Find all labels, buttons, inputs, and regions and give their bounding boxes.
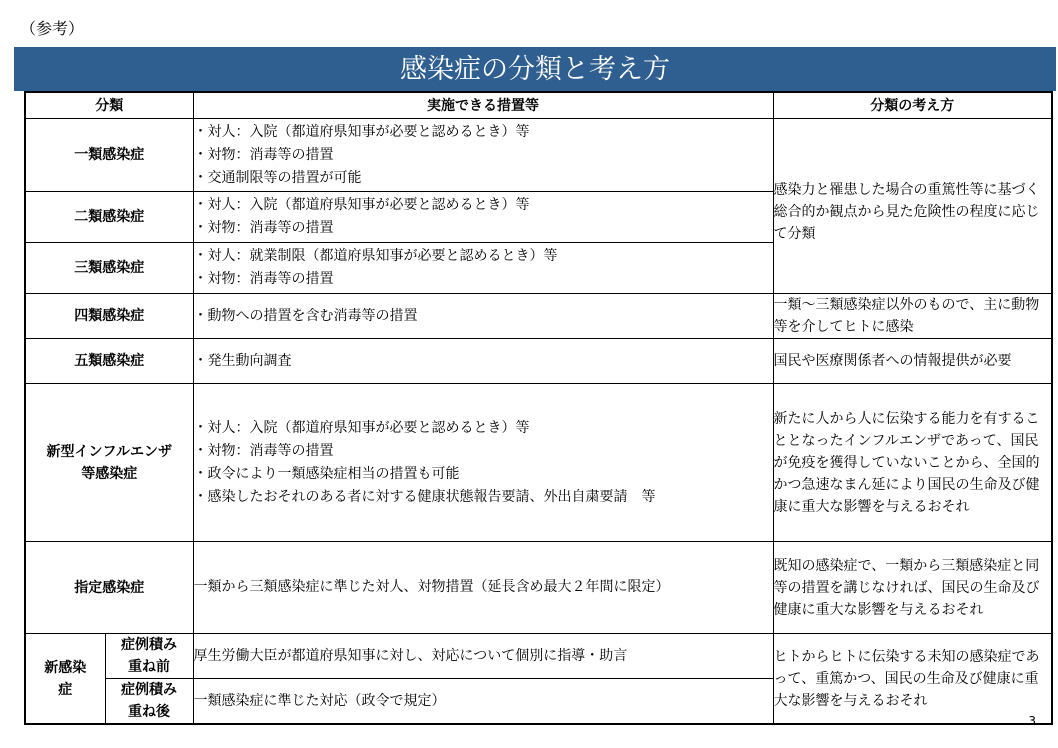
measure-line: ・対人：就業制限（都道府県知事が必要と認めるとき）等 (193, 248, 558, 264)
table-row (25, 119, 1052, 192)
category-class5: 五類感染症 (25, 339, 193, 384)
measure-line: ・対物：消毒等の措置 (193, 271, 334, 287)
measures-class1 (193, 119, 773, 192)
page-title: 感染症の分類と考え方 (14, 47, 1056, 91)
category-class3: 三類感染症 (25, 243, 193, 294)
measures-class3 (193, 243, 773, 294)
measure-line: ・対物：消毒等の措置 (193, 442, 334, 459)
table-row (25, 294, 1052, 339)
table-header-row (25, 92, 1052, 119)
subcategory-label-line: 重ね前 (128, 659, 170, 675)
subcategory-label-line: 症例積み (121, 682, 177, 698)
measure-line: ・交通制限等の措置が可能 (193, 169, 362, 186)
category-name-line: 新型インフルエンザ (46, 443, 172, 460)
category-name-line: 等感染症 (81, 465, 138, 482)
view-designated: 既知の感染症で、一類から三類感染症と同等の措置を講じなければ、国民の生命及び健康に重大な影響を与えるおそれ (773, 542, 1052, 634)
category-influenza (25, 384, 193, 542)
category-class2: 二類感染症 (25, 192, 193, 243)
measures-class4 (193, 294, 773, 339)
measures-new-after: 一類感染症に準じた対応（政令で規定） (193, 679, 773, 725)
measure-line: ・対物：消毒等の措置 (193, 220, 334, 236)
measure-line: 一類から三類感染症に準じた対人、対物措置（延長含め最大２年間に限定） (193, 579, 670, 595)
category-class4: 四類感染症 (25, 294, 193, 339)
measures-class5 (193, 339, 773, 384)
view-class1-3: 感染力と罹患した場合の重篤性等に基づく総合的か観点から見た危険性の程度に応じて分類 (773, 119, 1052, 294)
subcategory-after (105, 679, 193, 725)
measures-new-before: 厚生労働大臣が都道府県知事に対し、対応について個別に指導・助言 (193, 634, 773, 679)
measure-line: ・対人：入院（都道府県知事が必要と認めるとき）等 (193, 123, 530, 140)
measure-line: ・対人：入院（都道府県知事が必要と認めるとき）等 (193, 197, 530, 213)
category-designated: 指定感染症 (25, 542, 193, 634)
subcategory-label-line: 重ね後 (128, 704, 170, 720)
table-row (25, 384, 1052, 542)
reference-label: （参考） (20, 19, 85, 38)
header-category: 分類 (25, 92, 193, 119)
header-view: 分類の考え方 (773, 92, 1052, 119)
subcategory-label-line: 症例積み (121, 637, 177, 653)
measures-designated (193, 542, 773, 634)
view-influenza: 新たに人から人に伝染する能力を有することとなったインフルエンザであって、国民が免疫を獲得していないことから、全国的かつ急速なまん延により国民の生命及び健康に重大な影響を与えるおそれ (773, 384, 1052, 542)
measure-line: ・対人：入院（都道府県知事が必要と認めるとき）等 (193, 419, 530, 436)
table-row (25, 339, 1052, 384)
subcategory-before (105, 634, 193, 679)
measure-line: ・政令により一類感染症相当の措置も可能 (193, 465, 460, 482)
measure-line: ・対物：消毒等の措置 (193, 146, 334, 163)
view-new: ヒトからヒトに伝染する未知の感染症であって、重篤かつ、国民の生命及び健康に重大な影響を与えるおそれ (773, 634, 1052, 725)
view-class5: 国民や医療関係者への情報提供が必要 (773, 339, 1052, 384)
classification-table (24, 91, 1053, 725)
category-class1: 一類感染症 (25, 119, 193, 192)
measures-influenza (193, 384, 773, 542)
measures-class2 (193, 192, 773, 243)
header-measures: 実施できる措置等 (193, 92, 773, 119)
view-class4: 一類～三類感染症以外のもので、主に動物等を介してヒトに感染 (773, 294, 1052, 339)
measure-line: ・発生動向調査 (193, 352, 292, 369)
measure-line: ・動物への措置を含む消毒等の措置 (193, 307, 418, 324)
category-name-line: 症 (58, 681, 73, 698)
table-row (25, 542, 1052, 634)
table-row (25, 634, 1052, 679)
category-name-line: 新感染 (44, 659, 87, 676)
measure-line: ・感染したおそれのある者に対する健康状態報告要請、外出自粛要請 等 (193, 488, 656, 505)
category-new (25, 634, 105, 725)
page-number: 3 (1028, 714, 1036, 728)
